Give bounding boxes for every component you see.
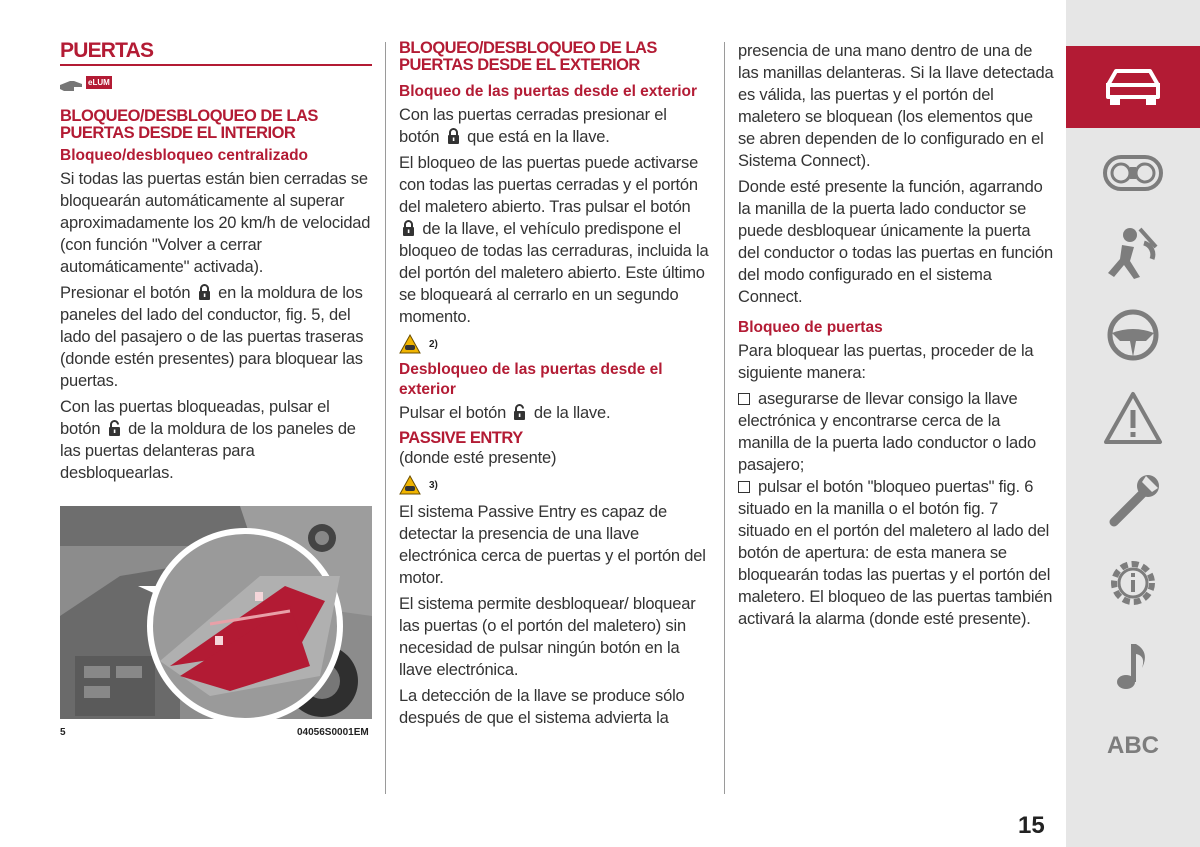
paragraph: [399, 104, 711, 148]
door-panel-illustration: [60, 506, 372, 719]
text: pulsar el botón "bloqueo puertas" fig. 6 situado en la manilla o el botón fig. 7 situado en el portón del maletero al lado del botón de apertura: de esta manera se bloquearán todas las puertas y el portón del maletero. El bloqueo de las puertas también activará la alarma (donde esté presente).: [738, 478, 1053, 628]
unlock-icon: [513, 404, 526, 420]
music-note-icon[interactable]: [1100, 638, 1166, 694]
paragraph-heading: Desbloqueo de las puertas desde el exterior: [399, 361, 663, 398]
text: El bloqueo de las puertas puede activarse con todas las puertas cerradas y el portón del maletero abierto. Tras pulsar el botón: [399, 154, 699, 216]
lock-icon: [402, 220, 415, 236]
bullet-square-icon: [738, 393, 750, 405]
paragraph-heading: Bloqueo de puertas: [738, 319, 883, 336]
text: Con las puertas cerradas presionar el botón: [399, 106, 667, 146]
column-2: [399, 40, 711, 733]
warning-ref-number: 3): [429, 479, 438, 491]
text: que está en la llave.: [467, 128, 610, 146]
lock-icon: [198, 284, 211, 300]
figure-number: 5: [60, 727, 66, 738]
paragraph: (donde esté presente): [399, 449, 557, 467]
subsection-heading: PASSIVE ENTRY: [399, 429, 523, 447]
caution-icon: [399, 334, 421, 354]
warning-reference: [399, 475, 711, 495]
text: de la llave, el vehículo predispone el bloqueo de todas las cerraduras, incluida la del portón del maletero abierto. Este último se bloqueará al cerrarlo en un segundo momento.: [399, 220, 709, 326]
steering-wheel-icon[interactable]: [1100, 307, 1166, 363]
paragraph-heading: Bloqueo de las puertas desde el exterior: [399, 83, 698, 100]
paragraph: El sistema permite desbloquear/ bloquear las puertas (o el portón del maletero) sin necesidad de pulsar ningún botón en la llave electrónica.: [399, 595, 696, 679]
paragraph: [399, 152, 711, 328]
section-title: PUERTAS: [60, 40, 372, 66]
paragraph-heading: Bloqueo/desbloqueo centralizado: [60, 147, 309, 164]
text: de la llave.: [533, 404, 611, 422]
airbag-icon[interactable]: [1100, 225, 1166, 281]
figure-code: 04056S0001EM: [297, 727, 369, 738]
paragraph: La detección de la llave se produce sólo después de que el sistema advierta la: [399, 687, 685, 727]
column-3: [738, 40, 1054, 630]
text: en la moldura de los paneles del lado del conductor, fig. 5, del lado del pasajero o de las puertas traseras (donde estén presentes) para bloquear las puertas.: [60, 284, 364, 390]
paragraph: [60, 396, 372, 484]
bullet-square-icon: [738, 481, 750, 493]
paragraph: [60, 282, 372, 392]
paragraph: presencia de una mano dentro de una de las manillas delanteras. Si la llave detectada es válida, las puertas y el portón del maletero se bloquean (los elementos que se abren dependen de lo configurado en el Sistema Connect).: [738, 42, 1054, 170]
dashboard-icon[interactable]: [1100, 145, 1166, 201]
chapter-sidebar: [1066, 0, 1200, 847]
paragraph: Para bloquear las puertas, proceder de la siguiente manera:: [738, 342, 1034, 382]
paragraph: Donde esté presente la función, agarrando la manilla de la puerta lado conductor se puede desbloquear únicamente la puerta del conductor o todas las puertas en función del modo configurado en el sistema Connect.: [738, 178, 1053, 306]
elum-badge: eLUM: [88, 78, 110, 87]
lock-icon: [447, 128, 460, 144]
column-1: [60, 40, 372, 488]
warning-icon[interactable]: [1100, 390, 1166, 446]
index-abc-link[interactable]: ABC: [1107, 732, 1159, 759]
text: Con las puertas bloqueadas, pulsar el botón: [60, 398, 330, 438]
subsection-heading: BLOQUEO/DESBLOQUEO DE LAS PUERTAS DESDE EL INTERIOR: [60, 107, 318, 142]
car-icon[interactable]: [1100, 59, 1166, 115]
paragraph: El sistema Passive Entry es capaz de detectar la presencia de una llave electrónica cerca de puertas y el portón del motor.: [399, 503, 706, 587]
subsection-heading: BLOQUEO/DESBLOQUEO DE LAS PUERTAS DESDE EL EXTERIOR: [399, 39, 657, 74]
paragraph: Si todas las puertas están bien cerradas se bloquearán automáticamente al superar aproximadamente los 20 km/h de velocidad (con función "Volver a cerrar automáticamente" activada).: [60, 170, 371, 276]
elum-indicator: [60, 76, 372, 94]
gear-info-icon[interactable]: [1100, 555, 1166, 611]
hand-pointer-icon: [60, 79, 84, 93]
paragraph: [399, 402, 711, 424]
warning-reference: [399, 334, 711, 354]
column-divider: [385, 42, 386, 794]
list-item: [738, 476, 1054, 630]
caution-icon: [399, 475, 421, 495]
column-divider: [724, 42, 725, 794]
warning-ref-number: 2): [429, 338, 438, 350]
text: Pulsar el botón: [399, 404, 507, 422]
figure-door-panel-photo: [60, 506, 372, 719]
list-item: [738, 388, 1054, 476]
text: de la moldura de los paneles de las puertas delanteras para desbloquearlas.: [60, 420, 356, 482]
page-number: 15: [1018, 812, 1045, 839]
unlock-icon: [108, 420, 121, 436]
text: Presionar el botón: [60, 284, 191, 302]
text: asegurarse de llevar consigo la llave electrónica y encontrarse cerca de la manilla de la puerta lado conductor o lado pasajero;: [738, 390, 1036, 474]
wrench-icon[interactable]: [1100, 472, 1166, 528]
